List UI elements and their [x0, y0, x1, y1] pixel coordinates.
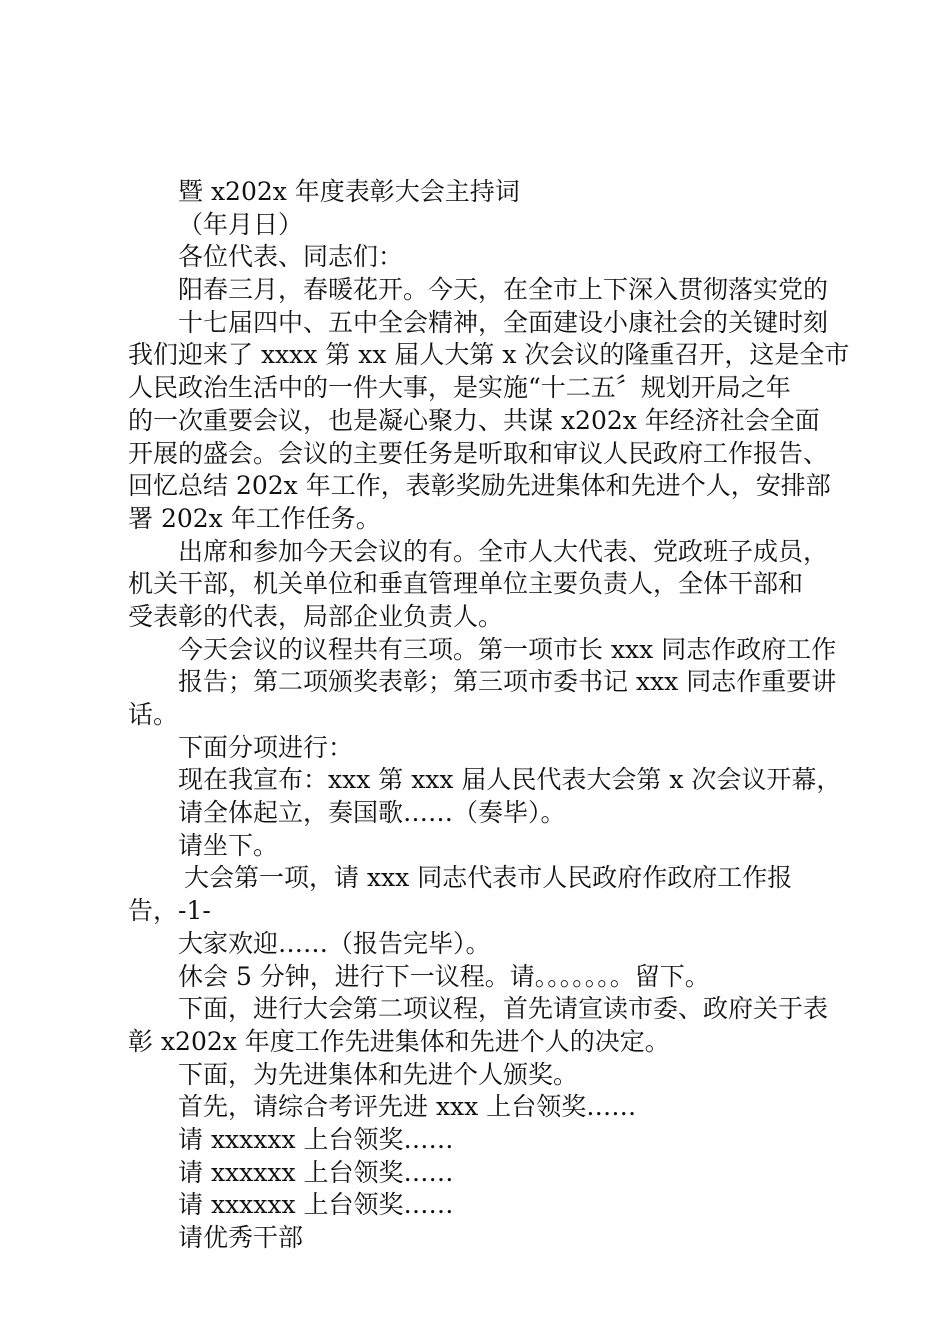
salutation: 各位代表、同志们： [178, 242, 404, 272]
text-line: 休会 5 分钟，进行下一议程。请。。。。。。。留下。 [178, 961, 710, 991]
text-line: 请 xxxxxx 上台领奖…… [178, 1190, 454, 1220]
text-line: 请优秀干部 [178, 1223, 304, 1252]
text-line: 报告；第二项颁奖表彰；第三项市委书记 xxx 同志作重要讲 [178, 667, 837, 697]
text-line: 今天会议的议程共有三项。第一项市长 xxx 同志作政府工作 [178, 634, 837, 664]
text-line: 的一次重要会议，也是凝心聚力、共谋 x202x 年经济社会全面 [128, 405, 820, 435]
text-line-with-page-number: 告，-1- [128, 896, 211, 926]
document-title: 暨 x202x 年度表彰大会主持词 [178, 177, 520, 206]
text-line: 机关干部，机关单位和垂直管理单位主要负责人，全体干部和 [128, 569, 804, 599]
text-line: 我们迎来了 xxxx 第 xx 届人大第 x 次会议的隆重召开，这是全市 [128, 340, 850, 370]
text-line: 下面，为先进集体和先进个人颁奖。 [178, 1059, 579, 1089]
text-line: 大会第一项，请 xxx 同志代表市人民政府作政府工作报 [184, 863, 793, 893]
text-line: 请 xxxxxx 上台领奖…… [178, 1157, 454, 1187]
text-line: 回忆总结 202x 年工作，表彰奖励先进集体和先进个人，安排部 [128, 471, 831, 501]
date-line: （年月日） [178, 209, 304, 239]
text-line: 大家欢迎……（报告完毕）。 [178, 928, 491, 958]
text-line: 十七届四中、五中全会精神，全面建设小康社会的关键时刻 [178, 307, 829, 337]
text-line: 下面分项进行： [178, 732, 354, 762]
text-line: 现在我宣布：xxx 第 xxx 届人民代表大会第 x 次会议开幕， [178, 765, 842, 795]
text-line: 阳春三月，春暖花开。今天，在全市上下深入贯彻落实党的 [178, 275, 829, 305]
text-line: 署 202x 年工作任务。 [128, 503, 381, 533]
text-line: 下面，进行大会第二项议程，首先请宣读市委、政府关于表 [178, 994, 829, 1024]
text-line: 彰 x202x 年度工作先进集体和先进个人的决定。 [128, 1026, 670, 1056]
text-line: 请坐下。 [178, 830, 279, 860]
text-line: 话。 [128, 700, 179, 729]
text-line: 首先，请综合考评先进 xxx 上台领奖…… [178, 1092, 637, 1122]
text-line: 请 xxxxxx 上台领奖…… [178, 1124, 454, 1154]
text-line: 请全体起立，奏国歌……（奏毕）。 [178, 798, 566, 828]
text-line: 出席和参加今天会议的有。全市人大代表、党政班子成员， [178, 536, 829, 566]
text-line: 人民政治生活中的一件大事，是实施“十二五〞规划开局之年 [128, 373, 791, 403]
document-body [128, 176, 850, 1255]
text-line: 开展的盛会。会议的主要任务是听取和审议人民政府工作报告、 [128, 438, 829, 468]
text-line: 受表彰的代表，局部企业负责人。 [128, 601, 504, 631]
